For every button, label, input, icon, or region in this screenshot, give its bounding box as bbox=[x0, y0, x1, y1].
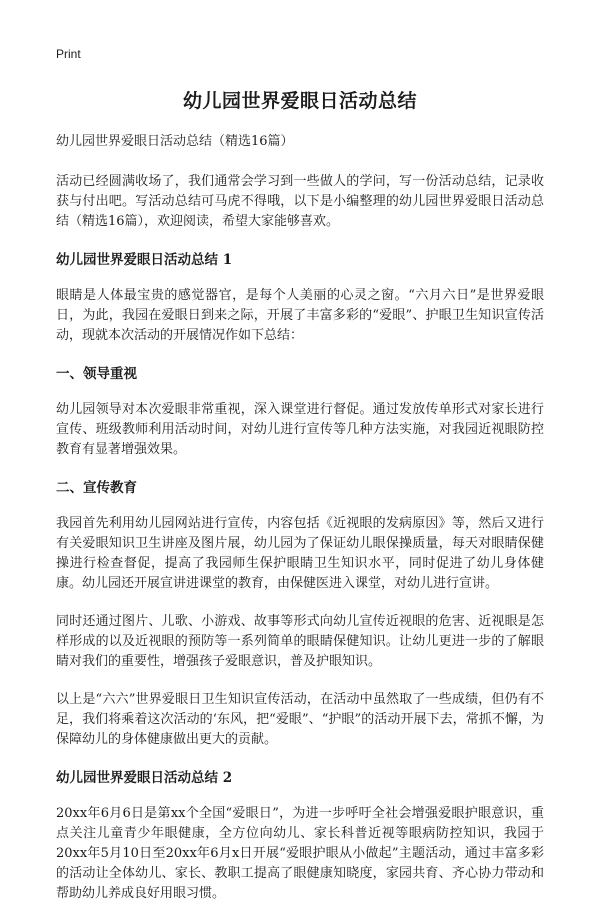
section-heading-publicity: 二、宣传教育 bbox=[56, 480, 137, 496]
publicity-paragraph-1: 我园首先利用幼儿园网站进行宣传，内容包括《近视眼的发病原因》等，然后又进行有关爱眼知识卫生讲座及图片展，幼儿园为了保证幼儿眼保操质量，每天对眼睛保健操进行检查督促，提高了我园师生保护眼睛卫生知识水平，同时促进了幼儿身体健康。幼儿园还开展宣讲进课堂的教育，由保健医进入课堂，对幼儿进行宣讲。 bbox=[56, 516, 544, 591]
section-heading-summary-2: 幼儿园世界爱眼日活动总结 2 bbox=[56, 770, 233, 786]
publicity-paragraph-3: 以上是“六六”世界爱眼日卫生知识宣传活动，在活动中虽然取了一些成绩，但仍有不足，我们将乘着这次活动的‘东风，把“爱眼”、“护眼”的活动开展下去，常抓不懈，为保障幼儿的身体健康做出更大的贡献。 bbox=[56, 692, 544, 747]
section-heading-leadership: 一、领导重视 bbox=[56, 366, 137, 382]
print-link[interactable]: Print bbox=[56, 47, 81, 61]
summary-1-paragraph: 眼睛是人体最宝贵的感觉器官，是每个人美丽的心灵之窗。“六月六日”是世界爱眼日，为此，我园在爱眼日到来之际，开展了丰富多彩的“爱眼”、护眼卫生知识宣传活动，现就本次活动的开展情况作如下总结： bbox=[56, 288, 544, 343]
leadership-paragraph: 幼儿园领导对本次爱眼非常重视，深入课堂进行督促。通过发放传单形式对家长进行宣传、班级教师利用活动时间，对幼儿进行宣传等几种方法实施，对我园近视眼防控教育有显著增强效果。 bbox=[56, 402, 544, 457]
page-title: 幼儿园世界爱眼日活动总结 bbox=[182, 90, 417, 112]
document-subtitle: 幼儿园世界爱眼日活动总结（精选16篇） bbox=[56, 134, 294, 149]
intro-paragraph: 活动已经圆满收场了，我们通常会学习到一些做人的学问，写一份活动总结，记录收获与付出吧。写活动总结可马虎不得哦，以下是小编整理的幼儿园世界爱眼日活动总结（精选16篇），欢迎阅读，希望大家能够喜欢。 bbox=[56, 174, 544, 229]
summary-2-paragraph: 20xx年6月6日是第xx个全国“爱眼日”，为进一步呼吁全社会增强爱眼护眼意识，重点关注儿童青少年眼健康，全方位向幼儿、家长科普近视等眼病防控知识，我园于20xx年5月10日至20xx年6月x日开展“爱眼护眼从小做起”主题活动，通过丰富多彩的活动让全体幼儿、家长、教职工提高了眼健康知晓度，家园共育、齐心协力带动和帮助幼儿养成良好用眼习惯。 bbox=[56, 806, 544, 901]
publicity-paragraph-2: 同时还通过图片、儿歌、小游戏、故事等形式向幼儿宣传近视眼的危害、近视眼是怎样形成的以及近视眼的预防等一系列简单的眼睛保健知识。让幼儿更进一步的了解眼睛对我们的重要性，增强孩子爱眼意识，普及护眼知识。 bbox=[56, 614, 544, 669]
section-heading-summary-1: 幼儿园世界爱眼日活动总结 1 bbox=[56, 252, 233, 268]
